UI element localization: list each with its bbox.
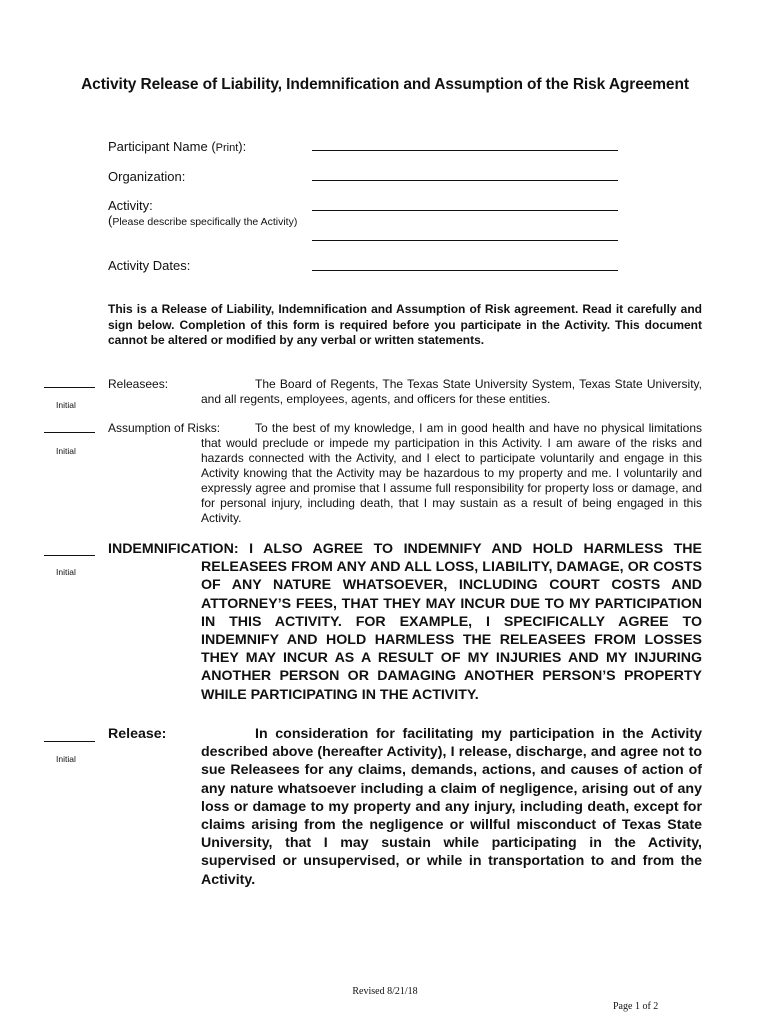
activity-note: (Please describe specifically the Activity) [108, 213, 298, 228]
release-text: In consideration for facilitating my participation in the Activity described above (hereafter Activity), I release, discharge, and agree not to sue Releasees for any claims, demands, actions, and causes of action of any nature whatsoever including a claim of negligence, arising out of any loss or damage to my property and any injury, including death, except for claims arising from the negligence or willful misconduct of Texas State University, that I may sustain while participating in the Activity, supervised or unsupervised, or while in transportation to and from the Activity. [201, 726, 702, 888]
initial-line-release[interactable] [44, 741, 95, 742]
initial-label-risks: Initial [56, 446, 76, 456]
page-number: Page 1 of 2 [613, 1001, 659, 1012]
organization-label: Organization: [108, 169, 186, 184]
releasees-heading: Releasees: [108, 377, 169, 391]
organization-line[interactable] [312, 180, 618, 181]
risks-text: To the best of my knowledge, I am in good health and have no physical limitations that would preclude or impede my participation in this Activity. I am aware of the risks and hazards connected with the Activity, and I elect to participate voluntarily and engage in this Activity knowing that the Activity may be hazardous to my property and me. I voluntarily and expressly agree and promise that I assume full responsibility for property loss or damage, and for personal injury, including death, that I may sustain as a result of being engaged in this Activity. [201, 421, 702, 525]
assumption-of-risks-clause [108, 421, 702, 526]
document-title: Activity Release of Liability, Indemnification and Assumption of the Risk Agreement [81, 76, 689, 93]
release-clause [108, 725, 702, 889]
initial-label-releasees: Initial [56, 400, 76, 410]
initial-label-release: Initial [56, 754, 76, 764]
initial-label-indemnification: Initial [56, 567, 76, 577]
activity-line-1[interactable] [312, 210, 618, 211]
activity-line-2[interactable] [312, 240, 618, 241]
participant-name-line[interactable] [312, 150, 618, 151]
releasees-clause [108, 377, 702, 407]
initial-line-risks[interactable] [44, 432, 95, 433]
initial-line-releasees[interactable] [44, 387, 95, 388]
indemnification-text: INDEMNIFICATION: I ALSO AGREE TO INDEMNIFY AND HOLD HARMLESS THE RELEASEES FROM ANY AND ALL LOSS, LIABILITY, DAMAGE, OR COSTS OF ANY NATURE WHATSOEVER, INCLUDING COURT COSTS AND ATTORNEY’S FEES, THAT THEY MAY INCUR DUE TO MY PARTICIPATION IN THIS ACTIVITY. FOR EXAMPLE, I SPECIFICALLY AGREE TO INDEMNIFY AND HOLD HARMLESS THE RELEASEES FROM LOSSES THEY MAY INCUR AS A RESULT OF MY INJURIES AND MY INJURING ANOTHER PERSON OR DAMAGING ANOTHER PERSON’S PROPERTY WHILE PARTICIPATING IN THE ACTIVITY. [108, 541, 702, 703]
activity-dates-label: Activity Dates: [108, 258, 191, 273]
risks-heading: Assumption of Risks: [108, 421, 221, 435]
activity-dates-line[interactable] [312, 270, 618, 271]
initial-line-indemnification[interactable] [44, 555, 95, 556]
participant-name-label: Participant Name (Print): [108, 139, 247, 154]
release-heading: Release: [108, 726, 167, 742]
intro-notice: This is a Release of Liability, Indemnification and Assumption of Risk agreement. Read it carefully and sign below. Completion of this form is required before you participate in the Activity. This document cannot be altered or modified by any verbal or written statements. [108, 302, 702, 347]
activity-label: Activity: [108, 198, 153, 213]
revision-date: Revised 8/21/18 [352, 986, 418, 997]
releasees-text: The Board of Regents, The Texas State University System, Texas State University, and all regents, employees, agents, and officers for these entities. [201, 377, 702, 406]
indemnification-clause [108, 540, 702, 704]
